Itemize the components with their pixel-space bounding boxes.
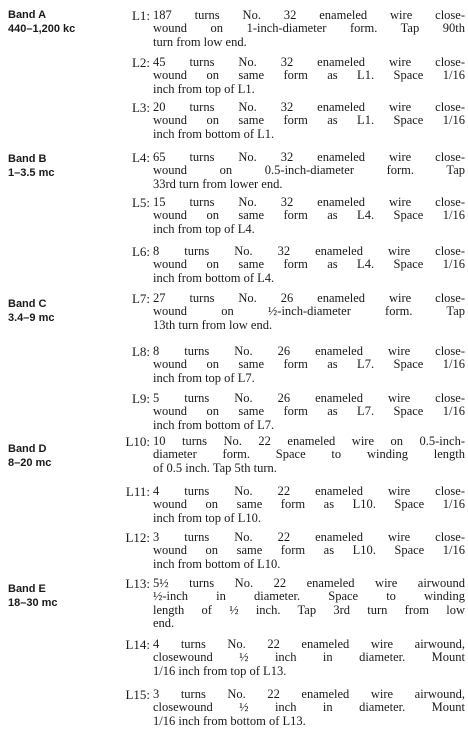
coil-line: of 0.5 inch. Tap 5th turn.: [153, 460, 277, 475]
band-d-heading: [8, 442, 108, 470]
coil-description: [153, 485, 465, 525]
coil-line: 187 turns No. 32 enameled wire close-: [153, 8, 465, 22]
band-a-heading: [8, 8, 108, 36]
coil-line: 13th turn from low end.: [153, 317, 273, 332]
coil-description: [153, 392, 465, 432]
coil-line: 27 turns No. 26 enameled wire close-: [153, 291, 465, 305]
coil-line: wound on same form as L4. Space 1/16: [153, 257, 465, 272]
coil-line: wound on same form as L4. Space 1/16: [153, 208, 465, 223]
coil-description: [153, 345, 465, 385]
band-name: Band D: [8, 443, 47, 455]
coil-label: L4:: [131, 150, 150, 165]
coil-label: L8:: [131, 344, 150, 359]
coil-line: 10 turns No. 22 enameled wire on 0.5-inch-: [153, 434, 465, 448]
coil-line: inch from top of L4.: [153, 221, 255, 236]
band-name: Band A: [8, 9, 47, 21]
coil-label: L1:: [131, 8, 150, 23]
coil-label: L12:: [125, 530, 150, 545]
coil-description: [153, 577, 465, 630]
band-range: 3.4–9 mc: [8, 312, 55, 324]
coil-line: 15 turns No. 32 enameled wire close-: [153, 195, 465, 209]
coil-line: inch from top of L10.: [153, 510, 261, 525]
coil-line: wound on same form as L7. Space 1/16: [153, 404, 465, 419]
coil-label: L3:: [131, 100, 150, 115]
band-range: 440–1,200 kc: [8, 23, 76, 35]
coil-description: [153, 196, 465, 236]
coil-line: ½-inch in diameter. Space to winding: [153, 589, 465, 604]
coil-line: 4 turns No. 22 enameled wire airwound,: [153, 637, 465, 651]
coil-line: wound on 0.5-inch-diameter form. Tap: [153, 163, 465, 178]
coil-description: [153, 101, 465, 141]
coil-description: [153, 9, 465, 49]
coil-label: L6:: [131, 244, 150, 259]
coil-line: inch from bottom of L7.: [153, 417, 275, 432]
coil-line: turn from low end.: [153, 34, 247, 49]
coil-line: 8 turns No. 32 enameled wire close-: [153, 244, 465, 258]
coil-label: L15:: [125, 687, 150, 702]
coil-line: wound on 1-inch-diameter form. Tap 90th: [153, 21, 465, 36]
coil-line: 1/16 inch from top of L13.: [153, 663, 287, 678]
coil-line: wound on ½-inch-diameter form. Tap: [153, 304, 465, 319]
coil-description: [153, 435, 465, 475]
coil-line: inch from bottom of L10.: [153, 556, 281, 571]
band-range: 1–3.5 mc: [8, 167, 55, 179]
band-range: 18–30 mc: [8, 597, 58, 609]
coil-line: wound on same form as L10. Space 1/16: [153, 497, 465, 512]
band-b-heading: [8, 152, 108, 180]
band-c-heading: [8, 297, 108, 325]
coil-line: 3 turns No. 22 enameled wire close-: [153, 530, 465, 544]
coil-line: 8 turns No. 26 enameled wire close-: [153, 344, 465, 358]
coil-description: [153, 292, 465, 332]
coil-description: [153, 531, 465, 571]
coil-description: [153, 151, 465, 191]
coil-line: wound on same form as L1. Space 1/16: [153, 68, 465, 83]
coil-label: L7:: [131, 291, 150, 306]
band-name: Band B: [8, 153, 47, 165]
coil-description: [153, 245, 465, 285]
coil-line: 33rd turn from lower end.: [153, 176, 283, 191]
coil-line: 5 turns No. 26 enameled wire close-: [153, 391, 465, 405]
coil-description: [153, 688, 465, 728]
coil-label: L9:: [131, 391, 150, 406]
band-range: 8–20 mc: [8, 457, 52, 469]
coil-line: 4 turns No. 22 enameled wire close-: [153, 484, 465, 498]
coil-line: length of ½ inch. Tap 3rd turn from low: [153, 602, 465, 617]
coil-line: inch from bottom of L4.: [153, 270, 275, 285]
coil-line: wound on same form as L7. Space 1/16: [153, 357, 465, 372]
band-e-heading: [8, 582, 108, 610]
coil-label: L13:: [125, 576, 150, 591]
coil-line: inch from top of L7.: [153, 370, 255, 385]
coil-description: [153, 56, 465, 96]
coil-line: 5½ turns No. 22 enameled wire airwound: [153, 576, 465, 590]
coil-line: wound on same form as L1. Space 1/16: [153, 113, 465, 128]
coil-line: inch from bottom of L1.: [153, 126, 275, 141]
coil-line: 3 turns No. 22 enameled wire airwound,: [153, 687, 465, 701]
coil-label: L5:: [131, 195, 150, 210]
coil-description: [153, 638, 465, 678]
coil-line: end.: [153, 615, 175, 630]
coil-line: 20 turns No. 32 enameled wire close-: [153, 100, 465, 114]
coil-line: wound on same form as L10. Space 1/16: [153, 543, 465, 558]
coil-label: L11:: [125, 484, 150, 499]
coil-line: diameter form. Space to winding length: [153, 447, 465, 462]
coil-line: 45 turns No. 32 enameled wire close-: [153, 55, 465, 69]
coil-label: L2:: [131, 55, 150, 70]
coil-line: closewound ½ inch in diameter. Mount: [153, 700, 465, 715]
coil-label: L10:: [125, 434, 150, 449]
coil-line: closewound ½ inch in diameter. Mount: [153, 650, 465, 665]
coil-line: inch from top of L1.: [153, 81, 255, 96]
coil-line: 65 turns No. 32 enameled wire close-: [153, 150, 465, 164]
coil-label: L14:: [125, 637, 150, 652]
band-name: Band E: [8, 583, 46, 595]
band-name: Band C: [8, 298, 47, 310]
coil-line: 1/16 inch from bottom of L13.: [153, 713, 306, 728]
